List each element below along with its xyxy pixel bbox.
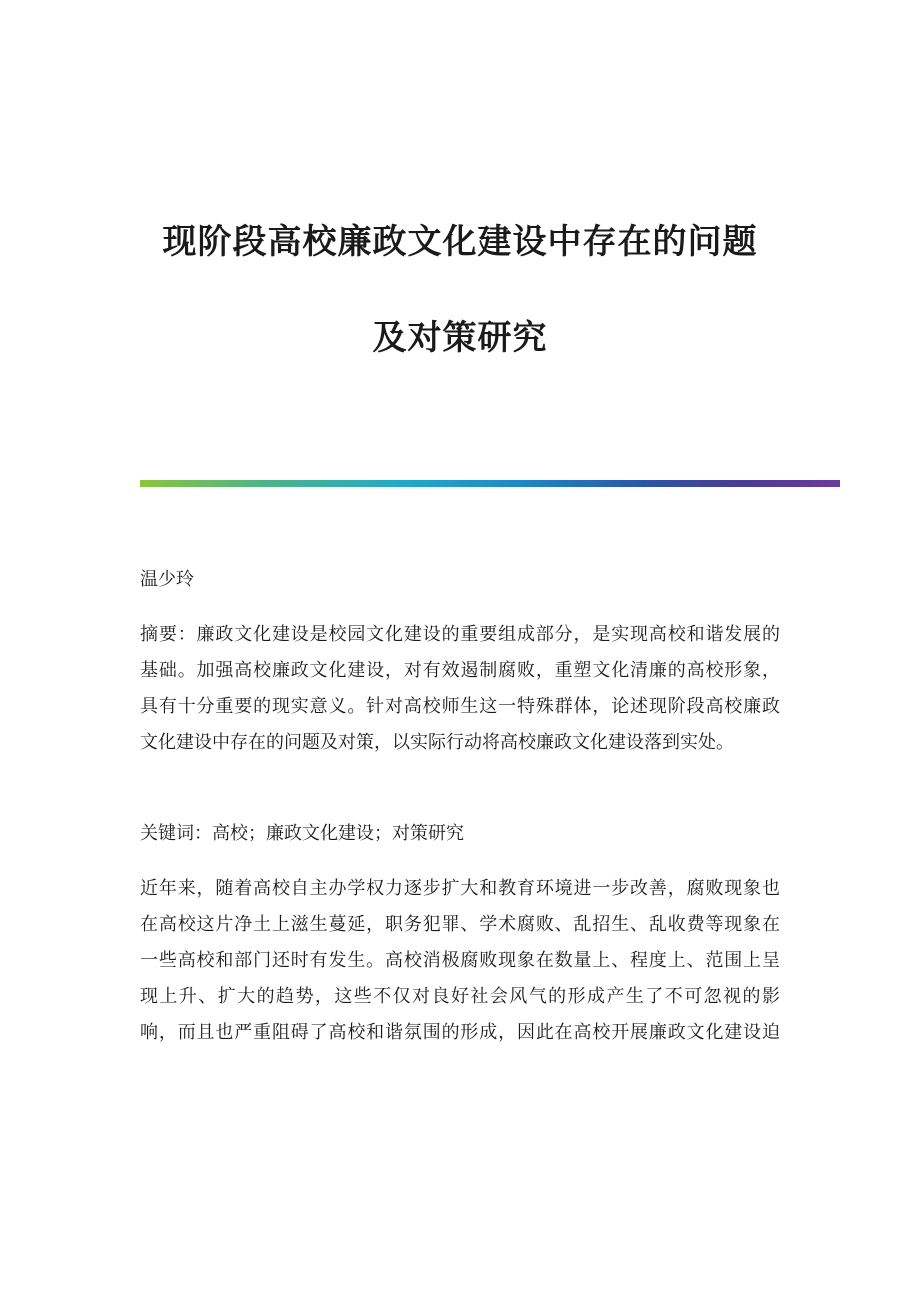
intro-line: 在高校这片净土上滋生蔓延，职务犯罪、学术腐败、乱招生、乱收费等现象在 — [140, 914, 780, 935]
document-title-line-2: 及对策研究 — [372, 318, 548, 358]
intro-line: 现上升、扩大的趋势，这些不仅对良好社会风气的形成产生了不可忽视的影 — [140, 986, 780, 1007]
intro-paragraph — [140, 871, 780, 1051]
author-name — [140, 562, 780, 598]
abstract-line: 摘要：廉政文化建设是校园文化建设的重要组成部分，是实现高校和谐发展的 — [140, 624, 780, 645]
abstract-line: 具有十分重要的现实意义。针对高校师生这一特殊群体，论述现阶段高校廉政 — [140, 696, 780, 717]
abstract-paragraph — [140, 617, 780, 761]
document-title-line-1: 现阶段高校廉政文化建设中存在的问题 — [162, 222, 758, 262]
gradient-divider — [140, 480, 840, 487]
abstract-line: 基础。加强高校廉政文化建设，对有效遏制腐败，重塑文化清廉的高校形象， — [140, 660, 780, 681]
intro-line: 一些高校和部门还时有发生。高校消极腐败现象在数量上、程度上、范围上呈 — [140, 950, 780, 971]
abstract-line: 文化建设中存在的问题及对策，以实际行动将高校廉政文化建设落到实处。 — [140, 732, 734, 753]
keywords-text: 关键词：高校；廉政文化建设；对策研究 — [140, 823, 464, 844]
intro-line: 近年来，随着高校自主办学权力逐步扩大和教育环境进一步改善，腐败现象也 — [140, 878, 780, 899]
keywords-line — [140, 816, 780, 852]
author-text: 温少玲 — [140, 569, 194, 590]
intro-line: 响，而且也严重阻碍了高校和谐氛围的形成，因此在高校开展廉政文化建设迫 — [140, 1022, 780, 1043]
